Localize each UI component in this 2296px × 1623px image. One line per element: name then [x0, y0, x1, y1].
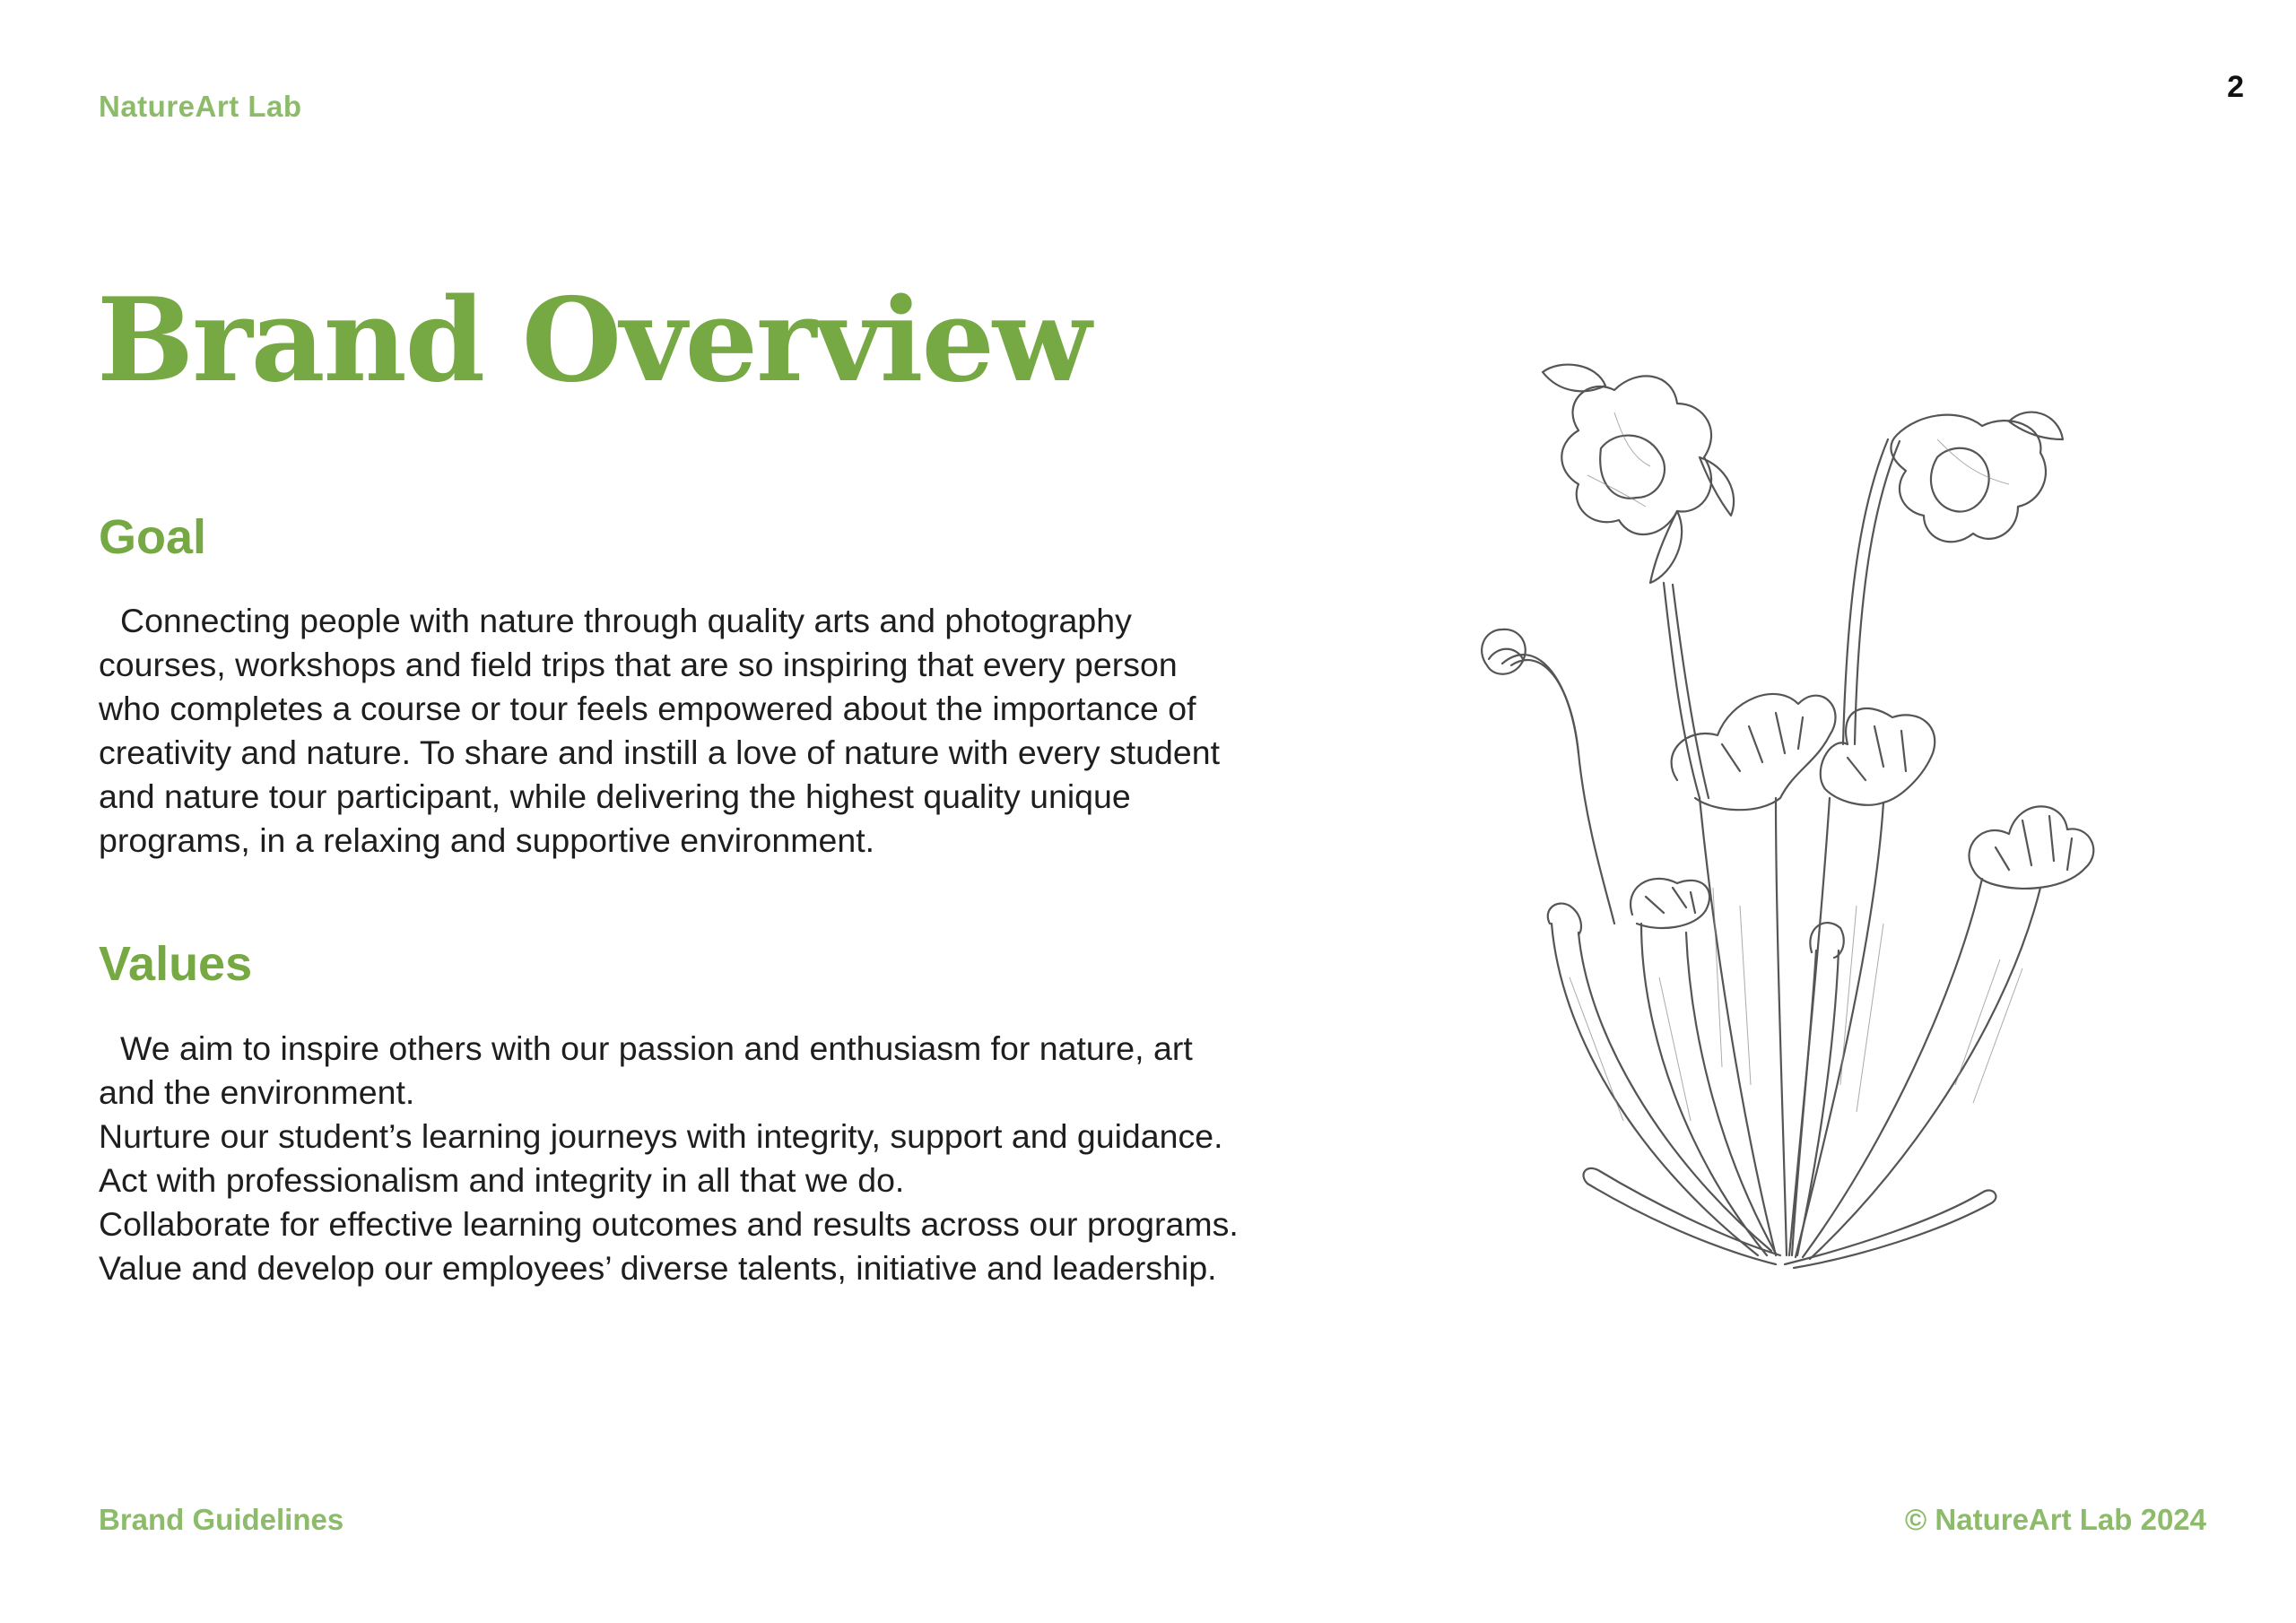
values-heading: Values [99, 937, 253, 991]
pitcher-leaf [1789, 798, 1830, 1255]
flower-petal [1600, 436, 1665, 499]
flower-bud [1482, 629, 1526, 674]
flower-petal [1561, 376, 1711, 534]
pitcher-leaf [1776, 798, 1787, 1255]
page-title: Brand Overview [97, 273, 1091, 408]
values-paragraph [99, 1027, 1372, 1290]
pitcher-leaf [1700, 798, 1776, 1255]
goal-line: who completes a course or tour feels empowered about the importance of [99, 690, 1196, 727]
pitcher-leaf [1792, 950, 1816, 1255]
pitcher-hood [1672, 694, 1836, 810]
brand-name: NatureArt Lab [99, 90, 302, 123]
pitcher-hood-vein [1996, 816, 2072, 870]
goal-paragraph [99, 599, 1372, 863]
pitcher-leaf [1796, 803, 1883, 1257]
pitcher-hood [1821, 708, 1935, 805]
pitcher-leaf [1552, 924, 1758, 1255]
pitcher-hood-vein [1722, 713, 1803, 771]
flower-petal [1700, 457, 1734, 516]
flower-stalk [1511, 660, 1578, 753]
values-line: and the environment. [99, 1073, 415, 1111]
flower-petal [1650, 511, 1682, 583]
footer-copyright: © NatureArt Lab 2024 [1904, 1503, 2206, 1536]
goal-line: creativity and nature. To share and instill a love of nature with every student [99, 733, 1221, 771]
pitcher-plant-illustration [1471, 350, 2152, 1282]
pitcher-hood [1631, 879, 1709, 928]
values-line: Collaborate for effective learning outcomes and results across our programs. [99, 1205, 1239, 1243]
goal-line: and nature tour participant, while delivering the highest quality unique [99, 777, 1131, 815]
flower-petal [1891, 415, 2046, 542]
pitcher-hood [1970, 806, 2094, 889]
goal-line: Connecting people with nature through quality arts and photography [120, 602, 1132, 639]
values-line: Nurture our student’s learning journeys with integrity, support and guidance. [99, 1117, 1223, 1155]
flower-petal [2009, 412, 2063, 439]
pitcher-hood-vein [1646, 888, 1695, 913]
goal-heading: Goal [99, 510, 207, 564]
flower-stalk [1502, 655, 1614, 924]
values-line: We aim to inspire others with our passion and enthusiasm for nature, art [120, 1029, 1193, 1067]
page-number: 2 [2227, 70, 2244, 104]
goal-line: programs, in a relaxing and supportive environment. [99, 821, 875, 859]
pitcher-leaf [1578, 933, 1771, 1251]
flower-stalk [1664, 583, 1700, 798]
flower-stalk [1843, 439, 1888, 744]
flower-petal [1931, 448, 1989, 512]
base-leaf [1785, 1190, 1996, 1268]
pitcher-hood-vein [1848, 726, 1906, 780]
values-line: Act with professionalism and integrity in all that we do. [99, 1161, 905, 1199]
values-line: Value and develop our employees’ diverse talents, initiative and leadership. [99, 1249, 1217, 1287]
flower-stalk [1855, 441, 1900, 744]
goal-line: courses, workshops and field trips that are so inspiring that every person [99, 646, 1178, 683]
footer-left-label: Brand Guidelines [99, 1503, 344, 1536]
flower-bud [1489, 649, 1523, 659]
